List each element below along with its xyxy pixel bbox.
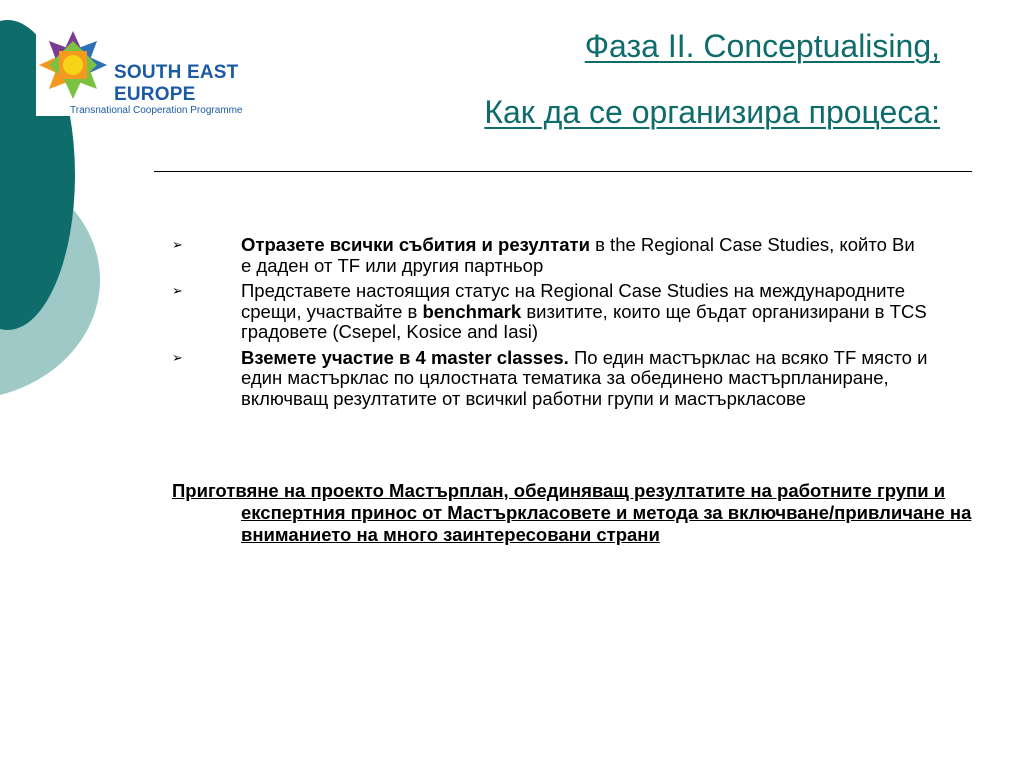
slide-title-line-1: Фаза II. Conceptualising, <box>584 28 940 64</box>
arrow-bullet-icon: ➢ <box>172 283 183 298</box>
arrow-bullet-icon: ➢ <box>172 237 183 252</box>
bullet-text: Представете настоящия статус на Regional Case Studies на международните срещи, участвайте в <box>241 280 906 322</box>
bullet-text: По един мастърклас на всяко TF място и един мастърклас по цялостната тематика за обединено мастърпланиране, включващ резултатите от всичкиl работни групи и мастъркласове <box>241 346 928 409</box>
arrow-bullet-icon: ➢ <box>172 349 183 365</box>
bullet-item <box>170 281 930 343</box>
bullet-bold-text: Отразете всички събития и резултати <box>241 234 590 255</box>
bullet-bold-text: Вземете участие в 4 master classes. <box>241 346 569 368</box>
logo-text-south-east: SOUTH EAST <box>114 62 239 83</box>
bullet-text: в the Regional Case Studies, който Ви е даден от TF или другия партньор <box>241 234 915 276</box>
title-divider <box>154 171 972 172</box>
bullet-item <box>170 348 930 410</box>
bullet-text: визитите, които ще бъдат организирани в TCS градовете (Csepel, Kosice and Iasi) <box>241 300 927 342</box>
slide-title-line-2: Как да се организира процеса: <box>484 94 940 130</box>
programme-logo <box>36 26 264 116</box>
bullet-item <box>170 235 930 276</box>
bullet-bold-text: benchmark <box>422 300 522 322</box>
bullet-list <box>170 235 930 414</box>
flower-logo-icon <box>36 28 110 102</box>
preparation-paragraph: Приготвяне на проекто Мастърплан, обединяващ резултатите на работните групи и експертния принос от Мастъркласовете и метода за включване/привличане на вниманието на много заинтересовани страни <box>172 480 972 545</box>
logo-text-programme: Transnational Cooperation Programme <box>70 105 243 116</box>
logo-text-europe: EUROPE <box>114 84 196 105</box>
